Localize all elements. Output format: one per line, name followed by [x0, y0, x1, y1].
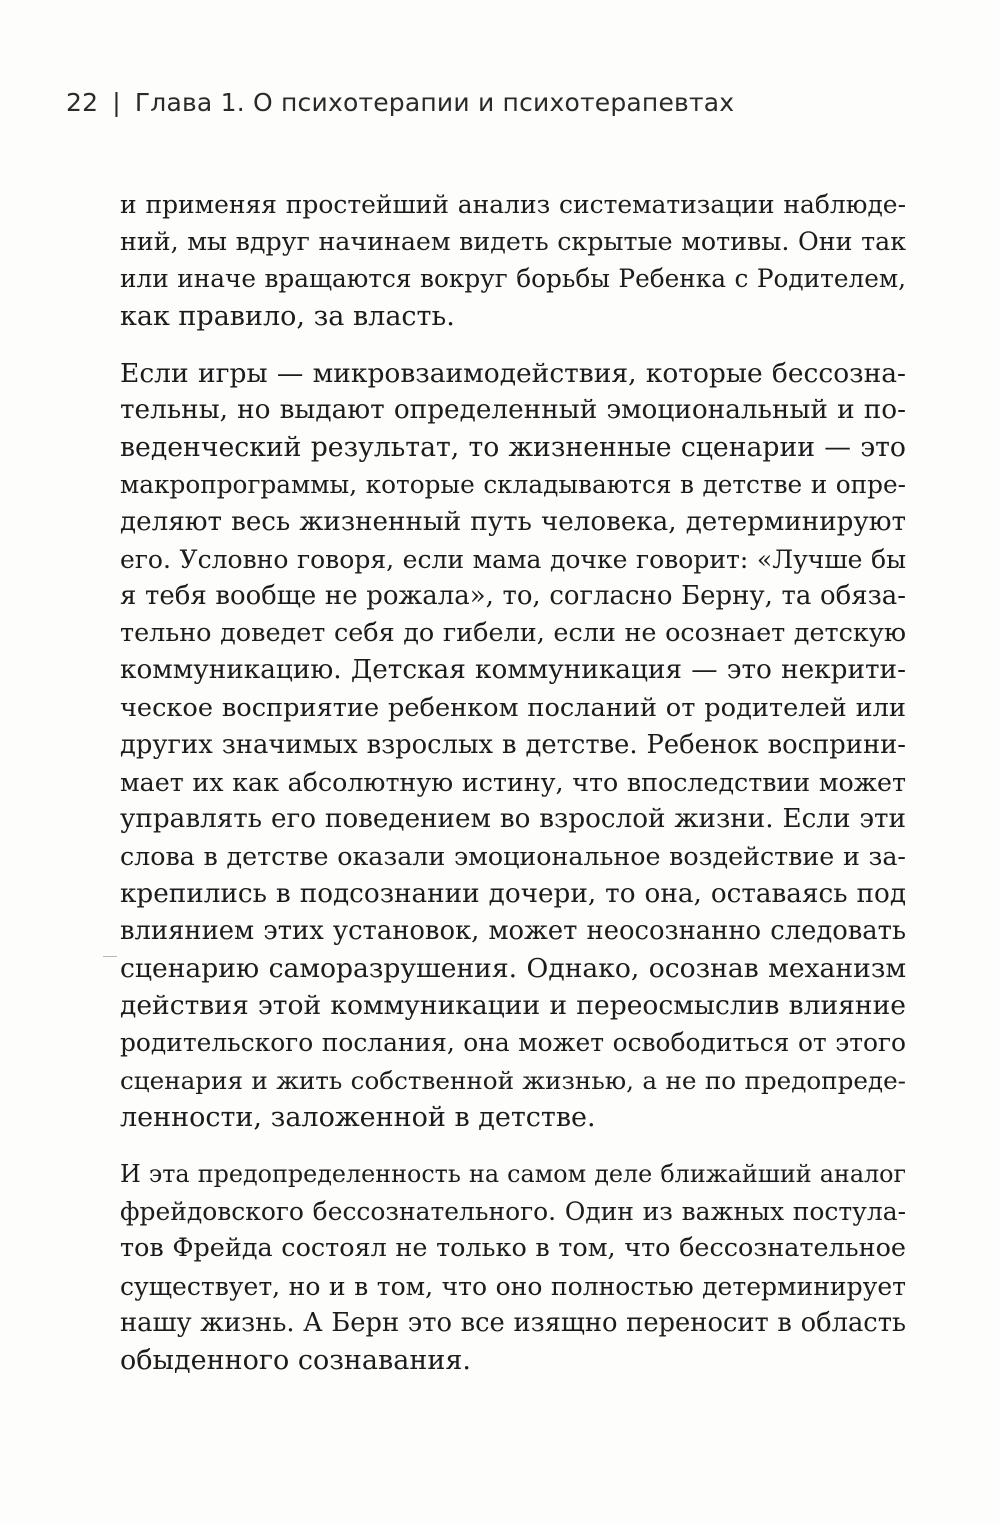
text-line: как правило, за власть.	[120, 300, 455, 332]
text-line: сценарию саморазрушения. Однако, осознав механизм	[120, 953, 906, 985]
text-line: существует, но и в том, что оно полностью детерминирует	[120, 1271, 906, 1301]
margin-mark	[103, 956, 117, 957]
text-line: тельно доведет себя до гибели, если не осознает детскую	[120, 618, 906, 649]
body-text	[120, 186, 906, 1399]
text-line: слова в детстве оказали эмоциональное воздействие и за-	[120, 841, 906, 872]
text-line: других значимых взрослых в детстве. Ребенок восприни-	[120, 729, 906, 760]
text-line: Если игры — микровзаимодействия, которые бессозна-	[120, 357, 906, 389]
paragraph-1	[120, 186, 906, 335]
text-line: управлять его поведением во взрослой жизни. Если эти	[120, 804, 906, 835]
text-line: я тебя вообще не рожала», то, согласно Берну, та обяза-	[120, 581, 906, 612]
text-line: обыденного сознавания.	[120, 1345, 471, 1377]
paragraph-3	[120, 1156, 906, 1379]
text-line: тов Фрейда состоял не только в том, что бессознательное	[120, 1233, 906, 1264]
text-line: веденческий результат, то жизненные сценарии — это	[120, 432, 906, 464]
text-line: сценария и жить собственной жизнью, а не по предопреде-	[120, 1065, 906, 1095]
text-line: ленности, заложенной в детстве.	[120, 1101, 596, 1133]
text-line: нашу жизнь. А Берн это все изящно переносит в область	[120, 1307, 906, 1338]
text-line: мает их как абсолютную истину, что впоследствии может	[120, 768, 906, 798]
text-line: влиянием этих установок, может неосознанно следовать	[120, 915, 906, 946]
text-line: коммуникацию. Детская коммуникация — это некрити-	[120, 655, 906, 686]
text-line: крепились в подсознании дочери, то она, оставаясь под	[120, 878, 906, 909]
text-line: родительского послания, она может освободиться от этого	[120, 1028, 906, 1058]
paragraph-2	[120, 355, 906, 1136]
text-line: его. Условно говоря, если мама дочке говорит: «Лучше бы	[120, 544, 906, 574]
text-line: и применяя простейший анализ систематизации наблюде-	[120, 190, 906, 219]
text-line: фрейдовского бессознательного. Один из важных постула-	[120, 1197, 906, 1227]
text-line: ческое восприятие ребенком посланий от родителей или	[120, 692, 906, 723]
text-line: или иначе вращаются вокруг борьбы Ребенка с Родителем,	[120, 264, 906, 294]
page-number: 22	[66, 88, 99, 117]
text-line: макропрограммы, которые складываются в детстве и опре-	[120, 470, 906, 500]
text-line: деляют весь жизненный путь человека, детерминируют	[120, 506, 906, 537]
running-head	[66, 88, 734, 117]
text-line: И эта предопределенность на самом деле ближайший аналог	[120, 1160, 906, 1189]
text-line: тельны, но выдают определенный эмоциональный и по-	[120, 395, 906, 426]
text-line: действия этой коммуникации и переосмыслив влияние	[120, 990, 906, 1022]
chapter-title: Глава 1. О психотерапии и психотерапевтах	[134, 88, 735, 117]
header-separator: |	[112, 88, 121, 117]
text-line: ний, мы вдруг начинаем видеть скрытые мотивы. Они так	[120, 227, 906, 257]
